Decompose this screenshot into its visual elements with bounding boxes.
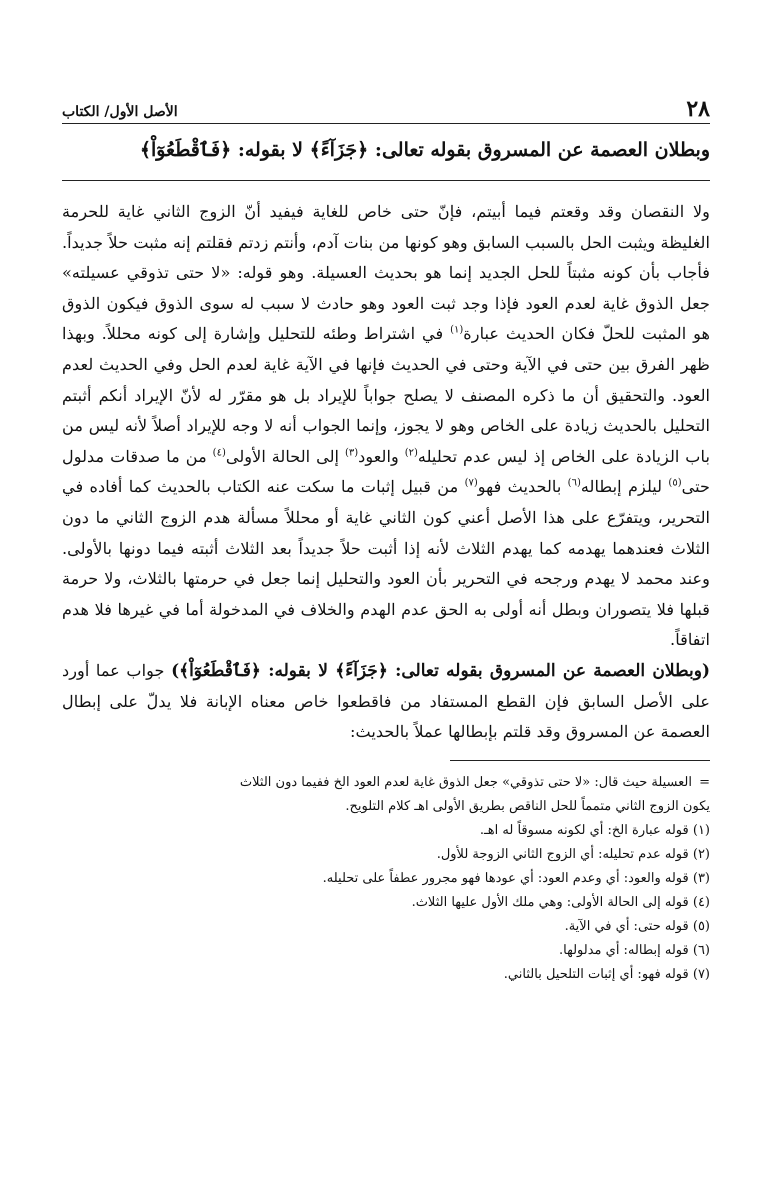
commentary-text: ليلزم إبطاله [580,477,669,497]
footnote-ref-4[interactable]: (٤) [212,447,226,459]
footnote-4: (٤) قوله إلى الحالة الأولى: وهي ملك الأول عليها الثلاث. [411,894,710,910]
continuation-mark: = [699,774,710,790]
footnote-2: (٢) قوله عدم تحليله: أي الزوج الثاني الزوجة للأول. [436,846,710,862]
footnote-separator [450,760,710,761]
footnote-ref-1[interactable]: (١) [450,324,464,336]
commentary-text: في اشتراط وطئه للتحليل وإشارة إلى كونه محللاً. وبهذا ظهر الفرق بين حتى في الآية وحتى في الحديث فإنها في الآية غاية لعدم الحل وفي الحديث لعدم العود. والتحقيق أن ما ذكره المصنف لا يصلح جواباً للإيراد بل هو مقرّر له لأنّ الإيراد أنكم أثبتم التحليل بالحديث زيادة على الخاص وهو لا يجوز، وإنما الجواب أنه لا وجه للإيراد أصلاً لأنه ليس من باب الزيادة على الخاص إذ ليس عدم تحليله [62,324,710,466]
matn-text [62,132,710,181]
page-number: ٢٨ [686,96,710,122]
footnote-continuation: يكون الزوج الثاني متمماً للحل الناقص بطريق الأولى اهـ كلام التلويح. [345,798,710,814]
footnote-ref-6[interactable]: (٦) [567,477,581,489]
footnote-3: (٣) قوله والعود: أي وعدم العود: أي عودها فهو مجرور عطفاً على تحليله. [322,870,710,886]
commentary-text: من ما صدقات مدلول حتى [62,446,710,497]
running-header [62,86,710,124]
footnote-continuation [62,771,710,795]
footnote-1: (١) قوله عبارة الخ: أي لكونه مسوقاً له اهـ. [479,822,710,838]
commentary-text: بالحديث فهو [477,477,568,497]
commentary-paragraph-2 [62,656,710,748]
footnote-6: (٦) قوله إبطاله: أي مدلولها. [559,942,710,958]
commentary-text: إلى الحالة الأولى [225,446,345,466]
matn-lemma: (وبطلان العصمة عن المسروق بقوله تعالى: ﴿جَزَآءً﴾ لا بقوله: ﴿فَٱقْطَعُوٓاْ﴾) [171,660,710,681]
commentary-text: ولا النقصان وقد وقعتم فيما أبيتم، فإنّ حتى خاص للغاية فيفيد أنّ الزوج الثاني غاية للحرمة الغليظة ويثبت الحل بالسبب السابق وهو كونها من بنات آدم، وأنتم زدتم فقلتم إنه مثبت حلاً جديداً. فأجاب بأن كونه مثبتاً للحل الجديد إنما هو بحديث العسيلة. وهو قوله: «لا حتى تذوقي عسيلته» جعل الذوق غاية لعدم العود فإذا وجد ثبت العود وهو حادث لا سبب له سوى الذوق فيكون الذوق هو المثبت للحلّ فكان الحديث عبارة [62,202,710,344]
commentary-text: من قبيل إثبات ما سكت عنه الكتاب بالحديث كما أفاده في التحرير، ويتفرّع على هذا الأصل أعني كون الثاني غاية أو محللاً مسألة هدم الزوج الثاني ما دون الثلاث فعندهما يهدمه كما يهدم الثلاث لأنه إذا أثبت حلاً جديداً بعد الثلاث أثبته فيما دونها بالأولى. وعند محمد لا يهدم ورجحه في التحرير بأن العود والتحليل إنما جعل في حرمتها بالثلاث، ولا حرمة قبلها فلا يتصوران وبطل أنه أولى به الحق عدم الهدم والخلاف في المدخولة أما في غيرها فلا هدم اتفاقاً. [62,477,710,650]
book-page [62,86,710,1145]
footnote-continuation-text: العسيلة حيث قال: «لا حتى تذوقي» جعل الذوق غاية لعدم العود الخ ففيما دون الثلاث [239,774,692,790]
footnote-5: (٥) قوله حتى: أي في الآية. [564,918,710,934]
footnote-ref-7[interactable]: (٧) [464,477,478,489]
commentary-paragraph-1 [62,197,710,656]
section-title: الأصل الأول/ الكتاب [62,104,178,120]
commentary [62,197,710,748]
footnote-ref-3[interactable]: (٣) [344,447,359,459]
commentary-text: جواب عما أورد على الأصل السابق فإن القطع المستفاد من فاقطعوا خاص معناه الإبانة فلا يدلّ على إبطال العصمة عن المسروق وقد قلتم بإبطالها عملاً بالحديث: [62,660,710,742]
footnote-ref-2[interactable]: (٢) [404,447,418,459]
matn-line: وبطلان العصمة عن المسروق بقوله تعالى: ﴿جَزَآءً﴾ لا بقوله: ﴿فَٱقْطَعُوٓاْ﴾ [139,139,710,161]
footnote-7: (٧) قوله فهو: أي إثبات التلحيل بالثاني. [503,966,710,982]
footnote-ref-5[interactable]: (٥) [668,477,682,489]
footnotes [62,771,710,987]
commentary-text: والعود [358,446,405,466]
